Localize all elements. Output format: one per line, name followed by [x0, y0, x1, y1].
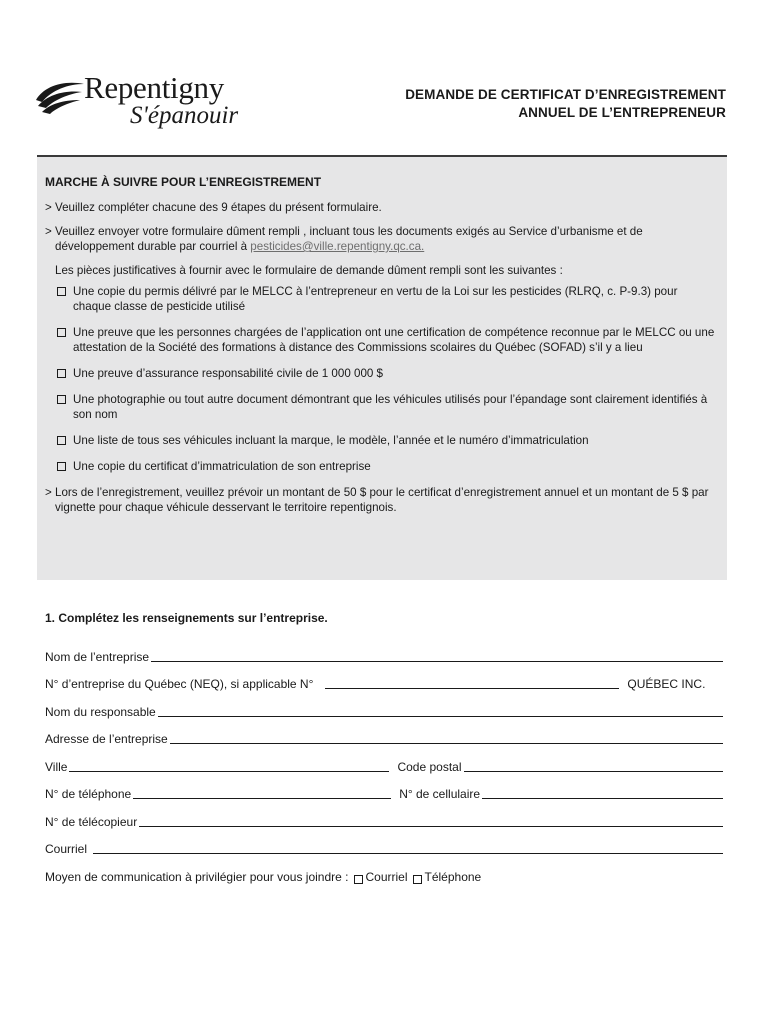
phone-row [45, 774, 725, 802]
document-item [45, 325, 717, 355]
cell-field[interactable] [482, 787, 723, 799]
document-item [45, 433, 717, 448]
company-name-label: Nom de l’entreprise [45, 649, 150, 664]
city-label: Ville [45, 759, 68, 774]
checkbox-icon [57, 287, 66, 296]
company-name-field[interactable] [151, 650, 723, 662]
email-option-label: Courriel [365, 869, 408, 884]
documents-intro: Les pièces justificatives à fournir avec le formulaire de demande dûment rempli sont les suivantes : [55, 264, 563, 277]
contact-preference-row [45, 856, 725, 884]
document-item-text: Une copie du permis délivré par le MELCC à l’entrepreneur en vertu de la Loi sur les pesticides (RLRQ, c. P-9.3) pour chaque classe de pesticide utilisé [73, 285, 678, 313]
company-info-section [45, 611, 725, 884]
company-name-row [45, 636, 725, 664]
cell-label: N° de cellulaire [399, 787, 481, 801]
swoosh-logo-icon [34, 76, 86, 116]
instruction-step-2-text: > Veuillez envoyer votre formulaire dûment rempli , incluant tous les documents exigés au Service d’urbanisme et de développement durable par courriel à [45, 225, 643, 253]
document-title-line2: ANNUEL DE L’ENTREPRENEUR [518, 105, 726, 120]
document-title-line1: DEMANDE DE CERTIFICAT D’ENREGISTREMENT [405, 87, 726, 102]
document-item [45, 284, 717, 314]
fax-field[interactable] [139, 815, 723, 827]
postal-code-field[interactable] [464, 760, 723, 772]
document-item-text: Une preuve d’assurance responsabilité civile de 1 000 000 $ [73, 367, 384, 380]
checkbox-icon [57, 369, 66, 378]
neq-field[interactable] [325, 677, 619, 689]
address-label: Adresse de l’entreprise [45, 732, 168, 746]
instructions-title: MARCHE À SUIVRE POUR L’ENREGISTREMENT [45, 175, 322, 189]
checkbox-icon [57, 328, 66, 337]
contact-preference-label: Moyen de communication à privilégier pour vous joindre : [45, 869, 349, 884]
manager-label: Nom du responsable [45, 704, 156, 719]
city-postal-row [45, 746, 725, 774]
instruction-step-1: > Veuillez compléter chacune des 9 étapes du présent formulaire. [45, 201, 382, 214]
phone-field[interactable] [133, 787, 391, 799]
email-label: Courriel [45, 842, 88, 856]
postal-code-label: Code postal [397, 759, 462, 774]
document-item [45, 459, 717, 474]
instruction-step-3: > Lors de l’enregistrement, veuillez prévoir un montant de 50 $ pour le certificat d’enregistrement annuel et un montant de 5 $ par vignette pour chaque véhicule desservant le territoire repentignois. [45, 486, 709, 514]
document-item-text: Une preuve que les personnes chargées de l’application ont une certification de compétence reconnue par le MELCC ou une attestation de la Société des formations à distance des Commissions scolaires du Québec (SOFAD) s’il y a lieu [73, 326, 715, 354]
manager-field[interactable] [158, 705, 723, 717]
document-item-text: Une photographie ou tout autre document démontrant que les véhicules utilisés pour l’épandage sont clairement identifiés à son nom [73, 393, 708, 421]
pesticides-email-link[interactable]: pesticides@ville.repentigny.qc.ca. [250, 240, 425, 253]
fax-row [45, 801, 725, 829]
logo-tagline: S'épanouir [130, 102, 239, 129]
logo-name: Repentigny [84, 70, 224, 105]
email-option-checkbox[interactable] [354, 875, 363, 884]
neq-row [45, 664, 725, 692]
neq-label: N° d’entreprise du Québec (NEQ), si applicable N° [45, 677, 314, 691]
document-item [45, 366, 717, 381]
city-field[interactable] [69, 760, 389, 772]
checkbox-icon [57, 436, 66, 445]
phone-option-label: Téléphone [424, 869, 482, 884]
fax-label: N° de télécopieur [45, 814, 138, 829]
phone-label: N° de téléphone [45, 787, 132, 801]
address-row [45, 719, 725, 747]
checkbox-icon [57, 395, 66, 404]
email-row [45, 829, 725, 857]
instructions-box [37, 155, 727, 580]
document-item-text: Une liste de tous ses véhicules incluant la marque, le modèle, l’année et le numéro d’immatriculation [73, 434, 589, 447]
repentigny-logo [34, 68, 264, 134]
document-title [405, 86, 726, 122]
section-title: 1. Complétez les renseignements sur l’entreprise. [45, 611, 328, 625]
address-field[interactable] [170, 732, 723, 744]
phone-option-checkbox[interactable] [413, 875, 422, 884]
document-item-text: Une copie du certificat d’immatriculation de son entreprise [73, 460, 371, 473]
manager-row [45, 691, 725, 719]
checkbox-icon [57, 462, 66, 471]
instruction-step-2 [45, 224, 717, 254]
document-item [45, 392, 717, 422]
email-field[interactable] [93, 842, 723, 854]
neq-suffix: QUÉBEC INC. [627, 677, 706, 691]
